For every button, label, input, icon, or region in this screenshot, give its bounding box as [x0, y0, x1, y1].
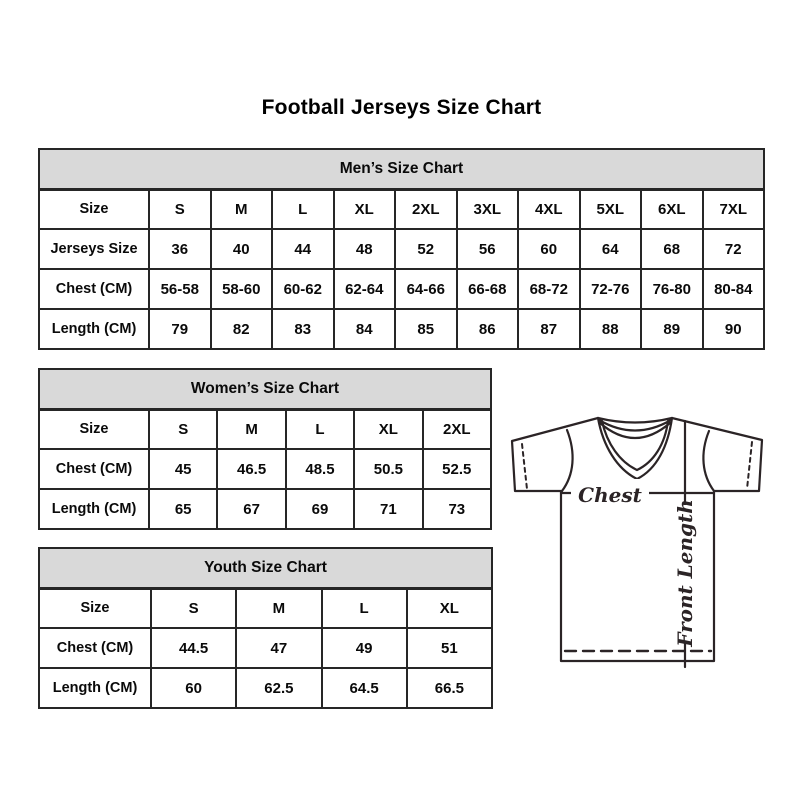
- chest-cell: 51: [407, 628, 492, 668]
- jersey-measurement-diagram: [503, 411, 775, 671]
- chest-cell: 72-76: [580, 269, 642, 309]
- length-cell: 65: [149, 489, 217, 529]
- chest-cell: 47: [236, 628, 321, 668]
- row-label-chest: Chest (CM): [39, 449, 149, 489]
- size-cell: 5XL: [580, 189, 642, 229]
- table-row-length: [39, 489, 491, 529]
- left-cuff-stitch: [522, 444, 527, 489]
- row-label-size: Size: [39, 588, 151, 628]
- mens-size-table: [38, 148, 765, 350]
- size-cell: 2XL: [423, 409, 491, 449]
- length-cell: 85: [395, 309, 457, 349]
- jerseys-size-cell: 48: [334, 229, 396, 269]
- table-header-row: [39, 149, 764, 189]
- jersey-diagram-svg: [503, 411, 775, 671]
- size-cell: L: [272, 189, 334, 229]
- size-cell: 6XL: [641, 189, 703, 229]
- youth-table-title: Youth Size Chart: [39, 548, 492, 588]
- jerseys-size-cell: 64: [580, 229, 642, 269]
- length-cell: 88: [580, 309, 642, 349]
- size-cell: 7XL: [703, 189, 765, 229]
- chest-cell: 46.5: [217, 449, 285, 489]
- table-row-length: [39, 309, 764, 349]
- chest-cell: 80-84: [703, 269, 765, 309]
- table-row-size: [39, 588, 492, 628]
- collar-inner-v: [602, 421, 668, 470]
- size-cell: M: [217, 409, 285, 449]
- chest-measure-label: Chest: [578, 483, 642, 507]
- youth-size-table: [38, 547, 493, 709]
- length-cell: 73: [423, 489, 491, 529]
- jerseys-size-cell: 72: [703, 229, 765, 269]
- length-cell: 83: [272, 309, 334, 349]
- length-cell: 82: [211, 309, 273, 349]
- jerseys-size-cell: 60: [518, 229, 580, 269]
- jerseys-size-cell: 52: [395, 229, 457, 269]
- row-label-chest: Chest (CM): [39, 269, 149, 309]
- row-label-chest: Chest (CM): [39, 628, 151, 668]
- row-label-length: Length (CM): [39, 309, 149, 349]
- row-label-jerseys-size: Jerseys Size: [39, 229, 149, 269]
- row-label-length: Length (CM): [39, 668, 151, 708]
- length-cell: 60: [151, 668, 236, 708]
- size-cell: M: [211, 189, 273, 229]
- chest-cell: 49: [322, 628, 407, 668]
- length-cell: 62.5: [236, 668, 321, 708]
- size-cell: 3XL: [457, 189, 519, 229]
- length-cell: 64.5: [322, 668, 407, 708]
- chest-cell: 50.5: [354, 449, 422, 489]
- table-row-size: [39, 409, 491, 449]
- chest-cell: 45: [149, 449, 217, 489]
- front-length-label-group: [673, 499, 698, 648]
- womens-table-title: Women’s Size Chart: [39, 369, 491, 409]
- chest-cell: 76-80: [641, 269, 703, 309]
- row-label-length: Length (CM): [39, 489, 149, 529]
- chest-cell: 52.5: [423, 449, 491, 489]
- table-row-chest: [39, 269, 764, 309]
- size-cell: L: [322, 588, 407, 628]
- chest-cell: 48.5: [286, 449, 354, 489]
- length-cell: 71: [354, 489, 422, 529]
- mens-table-title: Men’s Size Chart: [39, 149, 764, 189]
- length-cell: 87: [518, 309, 580, 349]
- collar-back-lines: [598, 418, 672, 438]
- size-cell: XL: [334, 189, 396, 229]
- chest-cell: 68-72: [518, 269, 580, 309]
- page-title: Football Jerseys Size Chart: [261, 96, 542, 119]
- jerseys-size-cell: 68: [641, 229, 703, 269]
- length-cell: 90: [703, 309, 765, 349]
- jerseys-size-cell: 44: [272, 229, 334, 269]
- length-cell: 86: [457, 309, 519, 349]
- length-cell: 69: [286, 489, 354, 529]
- size-cell: S: [151, 588, 236, 628]
- right-shoulder-seam: [703, 431, 714, 491]
- size-cell: S: [149, 189, 211, 229]
- chest-cell: 62-64: [334, 269, 396, 309]
- table-row-length: [39, 668, 492, 708]
- size-cell: XL: [407, 588, 492, 628]
- table-header-row: [39, 369, 491, 409]
- womens-size-table: [38, 368, 492, 530]
- jerseys-size-cell: 56: [457, 229, 519, 269]
- table-row-jerseys-size: [39, 229, 764, 269]
- size-cell: XL: [354, 409, 422, 449]
- size-cell: S: [149, 409, 217, 449]
- length-cell: 79: [149, 309, 211, 349]
- chest-cell: 58-60: [211, 269, 273, 309]
- table-row-chest: [39, 449, 491, 489]
- chest-cell: 44.5: [151, 628, 236, 668]
- jerseys-size-cell: 36: [149, 229, 211, 269]
- row-label-size: Size: [39, 189, 149, 229]
- chest-cell: 60-62: [272, 269, 334, 309]
- size-cell: M: [236, 588, 321, 628]
- table-row-size: [39, 189, 764, 229]
- size-cell: 4XL: [518, 189, 580, 229]
- table-header-row: [39, 548, 492, 588]
- size-cell: L: [286, 409, 354, 449]
- chest-cell: 64-66: [395, 269, 457, 309]
- jerseys-size-cell: 40: [211, 229, 273, 269]
- length-cell: 66.5: [407, 668, 492, 708]
- chest-cell: 66-68: [457, 269, 519, 309]
- row-label-size: Size: [39, 409, 149, 449]
- chest-cell: 56-58: [149, 269, 211, 309]
- length-cell: 84: [334, 309, 396, 349]
- right-cuff-stitch: [747, 442, 752, 489]
- table-row-chest: [39, 628, 492, 668]
- jersey-outline: [512, 418, 762, 661]
- length-cell: 89: [641, 309, 703, 349]
- length-cell: 67: [217, 489, 285, 529]
- size-cell: 2XL: [395, 189, 457, 229]
- front-length-measure-label: Front Length: [673, 499, 697, 647]
